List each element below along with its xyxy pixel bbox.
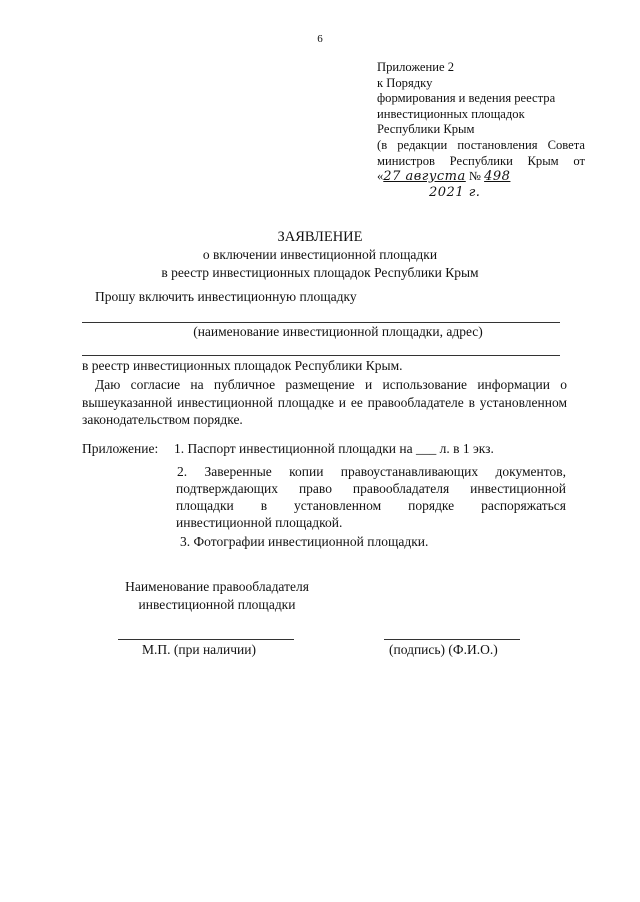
handwritten-number: 498 [484,169,511,185]
date-prefix: « [377,169,384,184]
appendix-line-6: (в редакции постановления Совета [377,137,585,152]
handwritten-year: 2021 г. [429,184,481,200]
number-label: № [468,169,481,184]
signature-caption: (подпись) (Ф.И.О.) [389,642,498,657]
attachment-item-3: 3. Фотографии инвестиционной площадки. [180,534,429,549]
appendix-line-1: Приложение 2 [377,60,455,74]
attachments-label: Приложение: [82,441,159,456]
site-name-caption: (наименование инвестиционной площадки, адрес) [193,324,483,339]
appendix-line-4: инвестиционных площадок [377,106,525,121]
appendix-line-5: Республики Крым [377,122,475,137]
title-line-2: о включении инвестиционной площадки [202,247,438,262]
appendix-line-3: формирования и ведения реестра [377,91,556,106]
appendix-line-2: к Порядку [377,75,433,90]
stamp-field-line [118,639,294,640]
consent-paragraph: Даю согласие на публичное размещение и использование информации о вышеуказанной инвестиционной площадке и ее правообладателе в установленном законодательством порядке. [82,377,567,427]
site-address-field-line [82,355,560,356]
signature-field-line [384,639,520,640]
appendix-date-line [377,169,585,185]
title-heading: ЗАЯВЛЕНИЕ [277,229,363,245]
site-name-field-line [82,322,560,323]
owner-label-line-2: инвестиционной площадки [138,597,296,612]
document-title [0,228,640,282]
registry-text: в реестр инвестиционных площадок Республики Крым. [82,358,403,373]
handwritten-date: 27 августа [383,169,466,185]
title-line-3: в реестр инвестиционных площадок Республики Крым [161,265,479,280]
owner-name-label [97,578,337,614]
request-text: Прошу включить инвестиционную площадку [95,289,357,304]
attachment-item-2: 2. Заверенные копии правоустанавливающих документов, подтверждающих право правообладателя инвестиционной площадки в установленном порядке распоряжаться инвестиционной площадкой. [176,464,566,530]
page-number: 6 [317,33,323,45]
appendix-block [377,60,585,200]
stamp-caption: М.П. (при наличии) [142,642,256,657]
appendix-line-7: министров Республики Крым от [377,153,585,168]
attachment-item-1: 1. Паспорт инвестиционной площадки на ___ л. в 1 экз. [174,441,494,456]
owner-label-line-1: Наименование правообладателя [125,579,309,594]
